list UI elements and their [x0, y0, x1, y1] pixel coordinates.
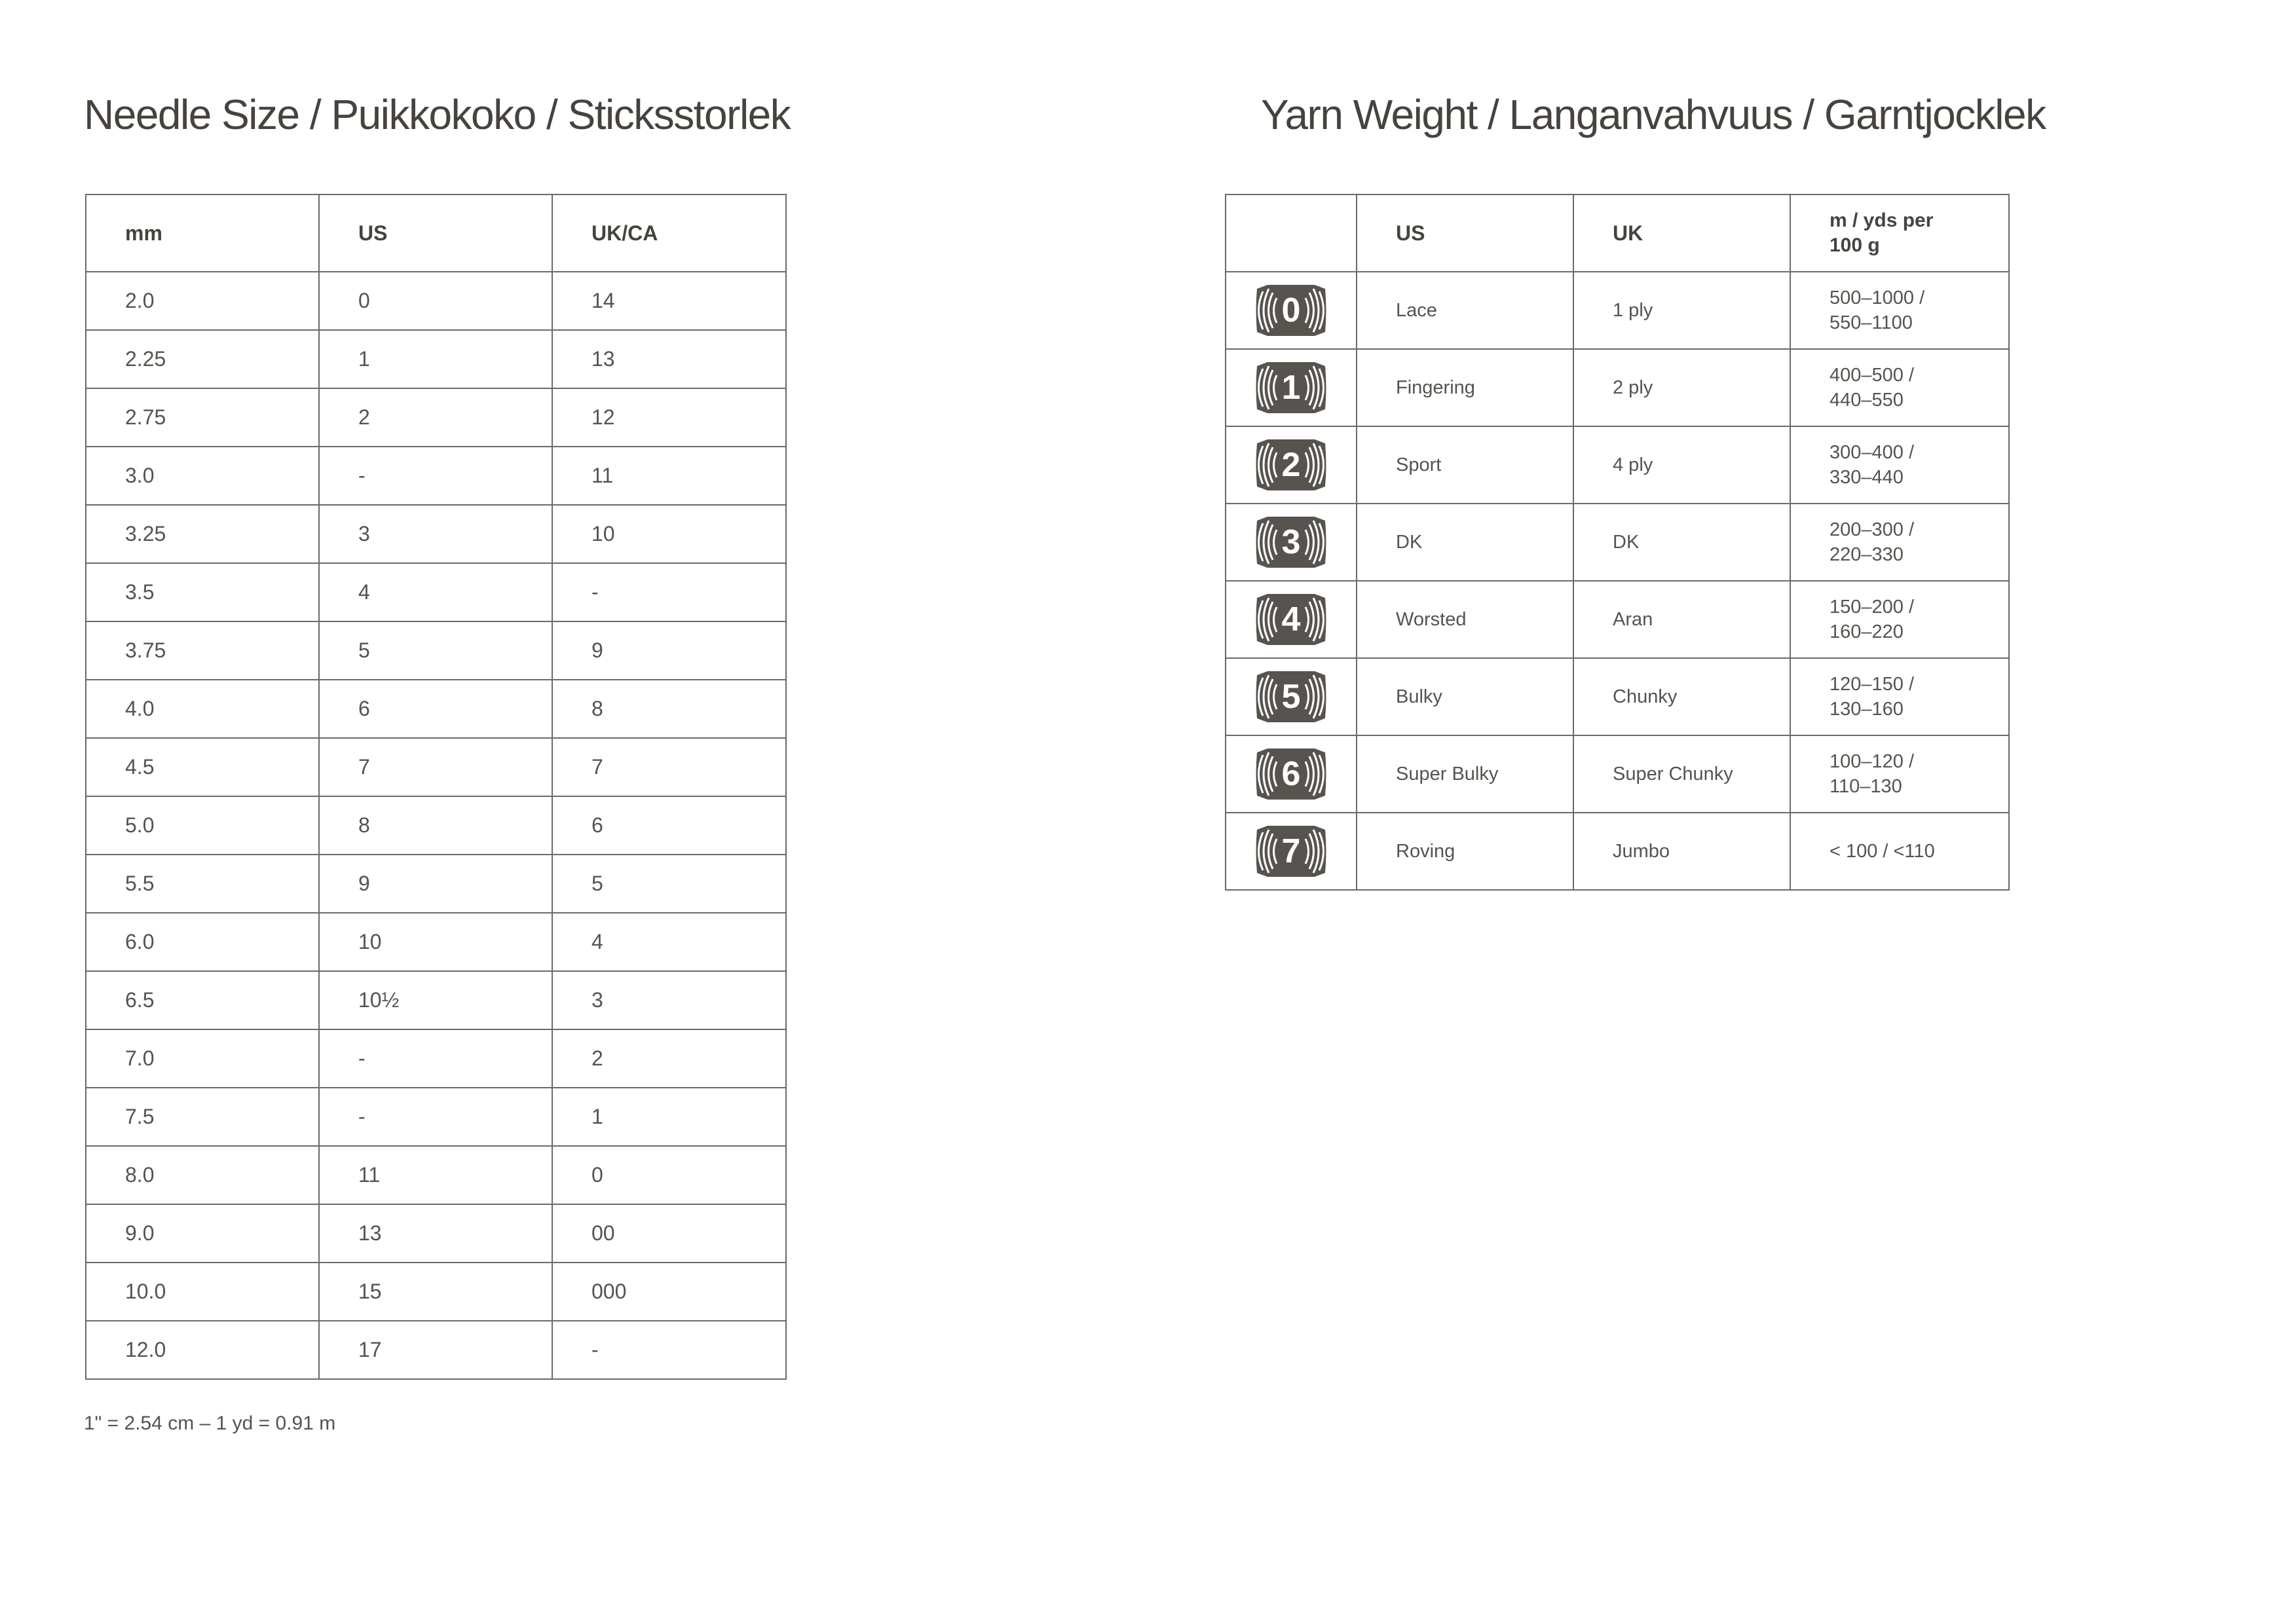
cell-uk-ca: 6 [552, 796, 786, 855]
cell-weight-symbol [1226, 813, 1357, 890]
cell-mm: 4.0 [86, 680, 319, 738]
cell-mm: 2.25 [86, 330, 319, 388]
cell-uk-name: Chunky [1573, 658, 1790, 735]
cell-uk-name: Super Chunky [1573, 735, 1790, 813]
cell-us-name: Super Bulky [1357, 735, 1573, 813]
cell-us-name: DK [1357, 504, 1573, 581]
cell-uk-name: DK [1573, 504, 1790, 581]
cell-us: 8 [319, 796, 552, 855]
column-header-us: US [319, 194, 552, 272]
cell-uk-name: Jumbo [1573, 813, 1790, 890]
cell-mm: 7.5 [86, 1088, 319, 1146]
cell-length-range [1790, 504, 2009, 581]
yarn-weight-rows [1226, 272, 2009, 890]
table-row [86, 388, 786, 447]
yarn-skein-icon [1253, 669, 1329, 725]
cell-us: - [319, 447, 552, 505]
table-row [1226, 426, 2009, 504]
yarn-skein-icon [1253, 437, 1329, 493]
table-row [86, 1088, 786, 1146]
cell-mm: 2.0 [86, 272, 319, 330]
cell-us: 10 [319, 913, 552, 971]
cell-uk-ca: 9 [552, 621, 786, 680]
cell-us: - [319, 1088, 552, 1146]
table-row [86, 738, 786, 796]
cell-mm: 3.25 [86, 505, 319, 563]
cell-us: 2 [319, 388, 552, 447]
cell-mm: 8.0 [86, 1146, 319, 1204]
cell-weight-symbol [1226, 504, 1357, 581]
table-row [86, 272, 786, 330]
weight-number: 4 [1281, 600, 1301, 638]
table-row [86, 1029, 786, 1088]
cell-length-range [1790, 349, 2009, 426]
needle-size-rows [86, 272, 786, 1379]
cell-weight-symbol [1226, 426, 1357, 504]
cell-us-name: Sport [1357, 426, 1573, 504]
cell-us: 13 [319, 1204, 552, 1263]
cell-us: 4 [319, 563, 552, 621]
weight-number: 3 [1281, 523, 1301, 561]
cell-us: 15 [319, 1263, 552, 1321]
cell-uk-ca: 00 [552, 1204, 786, 1263]
table-row [86, 447, 786, 505]
cell-weight-symbol [1226, 581, 1357, 658]
cell-us: 1 [319, 330, 552, 388]
cell-uk-name: 1 ply [1573, 272, 1790, 349]
cell-weight-symbol [1226, 658, 1357, 735]
length-range-text: 120–150 / 130–160 [1830, 674, 1915, 720]
cell-length-range [1790, 272, 2009, 349]
yarn-skein-icon [1253, 282, 1329, 339]
weight-number: 5 [1281, 678, 1301, 716]
yarn-skein-icon [1253, 514, 1329, 570]
table-row [1226, 504, 2009, 581]
table-row [1226, 813, 2009, 890]
cell-us: 11 [319, 1146, 552, 1204]
table-row [86, 621, 786, 680]
weight-number: 1 [1281, 369, 1301, 407]
weight-number: 6 [1281, 755, 1301, 793]
cell-uk-ca: - [552, 563, 786, 621]
cell-weight-symbol [1226, 349, 1357, 426]
length-range-text: 150–200 / 160–220 [1830, 597, 1915, 642]
cell-mm: 9.0 [86, 1204, 319, 1263]
cell-uk-ca: 11 [552, 447, 786, 505]
cell-uk-ca: - [552, 1321, 786, 1379]
cell-us: 7 [319, 738, 552, 796]
column-header-uk: UK [1573, 194, 1790, 272]
cell-length-range [1790, 426, 2009, 504]
cell-mm: 6.5 [86, 971, 319, 1029]
cell-uk-ca: 1 [552, 1088, 786, 1146]
cell-us: 17 [319, 1321, 552, 1379]
needle-size-table [85, 194, 787, 1380]
cell-length-range [1790, 735, 2009, 813]
column-header-uk-ca: UK/CA [552, 194, 786, 272]
weight-number: 0 [1281, 291, 1301, 329]
conversion-footnote: 1" = 2.54 cm – 1 yd = 0.91 m [84, 1412, 336, 1434]
cell-us: - [319, 1029, 552, 1088]
table-row [86, 563, 786, 621]
cell-uk-ca: 7 [552, 738, 786, 796]
cell-uk-ca: 2 [552, 1029, 786, 1088]
table-row [86, 1204, 786, 1263]
table-header-row [86, 194, 786, 272]
cell-us: 9 [319, 855, 552, 913]
column-header-symbol [1226, 194, 1357, 272]
yarn-weight-table [1225, 194, 2010, 891]
cell-weight-symbol [1226, 735, 1357, 813]
cell-us: 10½ [319, 971, 552, 1029]
table-row [86, 1321, 786, 1379]
cell-us-name: Bulky [1357, 658, 1573, 735]
cell-uk-ca: 000 [552, 1263, 786, 1321]
cell-uk-ca: 0 [552, 1146, 786, 1204]
cell-uk-ca: 13 [552, 330, 786, 388]
table-row [86, 680, 786, 738]
cell-us-name: Lace [1357, 272, 1573, 349]
column-header-length-label: m / yds per 100 g [1830, 210, 1934, 256]
column-header-mm: mm [86, 194, 319, 272]
cell-us-name: Worsted [1357, 581, 1573, 658]
table-row [1226, 272, 2009, 349]
cell-uk-name: Aran [1573, 581, 1790, 658]
cell-uk-name: 2 ply [1573, 349, 1790, 426]
table-row [86, 1263, 786, 1321]
cell-uk-ca: 10 [552, 505, 786, 563]
table-header-row [1226, 194, 2009, 272]
yarn-skein-icon [1253, 746, 1329, 802]
table-row [86, 796, 786, 855]
cell-uk-ca: 3 [552, 971, 786, 1029]
length-range-text: 500–1000 / 550–1100 [1830, 287, 1925, 333]
table-row [86, 913, 786, 971]
cell-mm: 3.75 [86, 621, 319, 680]
cell-length-range [1790, 813, 2009, 890]
cell-uk-ca: 4 [552, 913, 786, 971]
cell-length-range [1790, 581, 2009, 658]
column-header-length-per-100g [1790, 194, 2009, 272]
cell-uk-name: 4 ply [1573, 426, 1790, 504]
table-row [1226, 658, 2009, 735]
cell-us-name: Roving [1357, 813, 1573, 890]
yarn-weight-title: Yarn Weight / Langanvahvuus / Garntjocklek [1261, 91, 2046, 138]
cell-uk-ca: 5 [552, 855, 786, 913]
yarn-skein-icon [1253, 591, 1329, 648]
cell-us: 3 [319, 505, 552, 563]
weight-number: 7 [1281, 832, 1301, 870]
table-row [1226, 581, 2009, 658]
length-range-text: 100–120 / 110–130 [1830, 751, 1915, 797]
yarn-skein-icon [1253, 823, 1329, 879]
cell-mm: 7.0 [86, 1029, 319, 1088]
weight-number: 2 [1281, 446, 1301, 484]
cell-mm: 2.75 [86, 388, 319, 447]
length-range-text: 400–500 / 440–550 [1830, 365, 1915, 411]
cell-mm: 4.5 [86, 738, 319, 796]
cell-mm: 10.0 [86, 1263, 319, 1321]
column-header-us: US [1357, 194, 1573, 272]
yarn-skein-icon [1253, 360, 1329, 416]
cell-uk-ca: 14 [552, 272, 786, 330]
cell-us-name: Fingering [1357, 349, 1573, 426]
cell-us: 0 [319, 272, 552, 330]
length-range-text: < 100 / <110 [1830, 841, 1935, 862]
cell-mm: 5.0 [86, 796, 319, 855]
cell-mm: 5.5 [86, 855, 319, 913]
table-row [86, 1146, 786, 1204]
cell-weight-symbol [1226, 272, 1357, 349]
cell-uk-ca: 8 [552, 680, 786, 738]
cell-us: 6 [319, 680, 552, 738]
length-range-text: 300–400 / 330–440 [1830, 442, 1915, 488]
table-row [1226, 735, 2009, 813]
table-row [1226, 349, 2009, 426]
needle-size-title: Needle Size / Puikkokoko / Sticksstorlek [84, 91, 791, 138]
cell-mm: 6.0 [86, 913, 319, 971]
length-range-text: 200–300 / 220–330 [1830, 519, 1915, 565]
cell-mm: 3.0 [86, 447, 319, 505]
cell-length-range [1790, 658, 2009, 735]
table-row [86, 505, 786, 563]
table-row [86, 971, 786, 1029]
cell-uk-ca: 12 [552, 388, 786, 447]
table-row [86, 855, 786, 913]
cell-mm: 12.0 [86, 1321, 319, 1379]
cell-mm: 3.5 [86, 563, 319, 621]
cell-us: 5 [319, 621, 552, 680]
table-row [86, 330, 786, 388]
